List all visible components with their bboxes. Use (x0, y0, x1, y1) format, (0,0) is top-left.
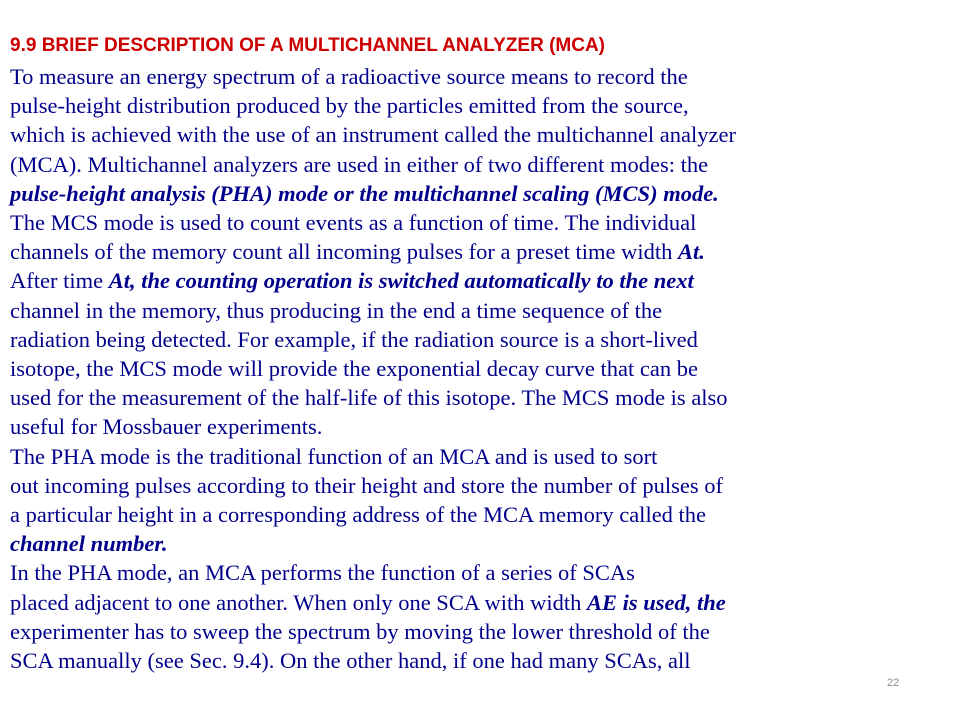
text-line (10, 150, 708, 179)
text-segment: The MCS mode is used to count events as a function of time. The individual (10, 210, 697, 235)
text-segment: SCA manually (see Sec. 9.4). On the other hand, if one had many SCAs, all (10, 648, 691, 673)
text-segment: pulse-height distribution produced by the particles emitted from the source, (10, 93, 689, 119)
text-segment: (MCA). Multichannel analyzers are used in either of two different modes: the (10, 151, 709, 177)
text-line (10, 325, 698, 354)
text-segment: useful for Mossbauer experiments. (10, 414, 323, 440)
page-number: 22 (887, 677, 900, 689)
text-line (10, 237, 705, 266)
text-segment: radiation being detected. For example, if the radiation source is a short-lived (10, 326, 698, 352)
section-heading: 9.9 BRIEF DESCRIPTION OF A MULTICHANNEL ANALYZER (MCA) (10, 35, 605, 56)
text-line (10, 179, 719, 208)
text-line (10, 62, 688, 91)
text-segment: In the PHA mode, an MCA performs the function of a series of SCAs (10, 560, 635, 586)
text-line (10, 266, 694, 295)
text-line (10, 500, 706, 529)
text-line (10, 588, 726, 617)
text-segment: which is achieved with the use of an instrument called the multichannel analyzer (10, 122, 736, 148)
emphasized-text: AE is used, the (586, 589, 726, 615)
text-line (10, 529, 168, 558)
text-segment: placed adjacent to one another. When only one SCA with width (10, 589, 587, 615)
emphasized-text: At. (677, 239, 705, 265)
emphasized-text: At, the counting operation is switched automatically to the next (108, 268, 694, 294)
text-line (10, 208, 696, 237)
text-segment: channel in the memory, thus producing in the end a time sequence of the (10, 297, 663, 323)
text-line (10, 442, 657, 471)
text-line (10, 558, 635, 587)
text-line (10, 646, 691, 675)
text-line (10, 412, 322, 441)
text-segment: After time (10, 268, 109, 294)
text-segment: The PHA mode is the traditional function of an MCA and is used to sort (10, 443, 658, 469)
emphasized-text: pulse-height analysis (PHA) mode or the multichannel scaling (MCS) mode. (10, 180, 719, 206)
text-segment: used for the measurement of the half-life of this isotope. The MCS mode is also (10, 385, 728, 411)
text-line (10, 91, 689, 120)
text-segment: out incoming pulses according to their height and store the number of pulses of (10, 472, 723, 498)
text-line (10, 383, 728, 412)
text-line (10, 617, 710, 646)
text-segment: To measure an energy spectrum of a radioactive source means to record the (10, 64, 688, 89)
text-line (10, 296, 662, 325)
text-segment: experimenter has to sweep the spectrum by moving the lower threshold of the (10, 618, 710, 644)
emphasized-text: channel number. (10, 531, 168, 557)
text-line (10, 120, 736, 149)
text-segment: channels of the memory count all incoming pulses for a preset time width (10, 239, 678, 265)
text-segment: a particular height in a corresponding address of the MCA memory called the (10, 502, 707, 527)
text-line (10, 354, 698, 383)
text-line (10, 471, 723, 500)
text-segment: isotope, the MCS mode will provide the exponential decay curve that can be (10, 356, 698, 381)
